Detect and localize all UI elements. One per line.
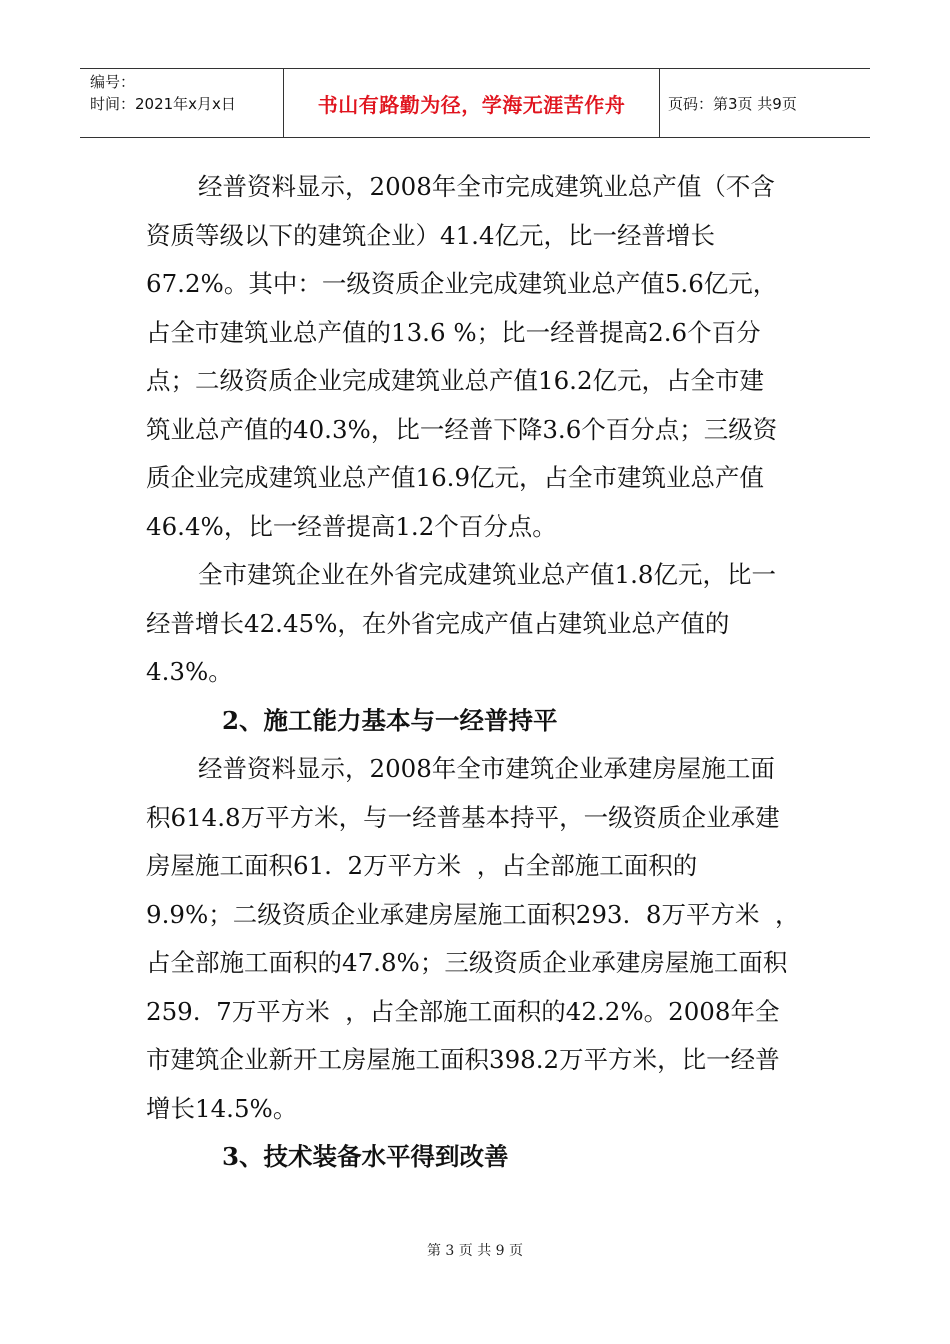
paragraph-line: 资质等级以下的建筑企业）41.4亿元，比一经普增长 [146,220,716,250]
paragraph-line: 9.9%；二级资质企业承建房屋施工面积293. 8万平方米 ， [146,899,800,929]
paragraph-line: 增长14.5%。 [146,1093,298,1123]
motto-text: 书山有路勤为径，学海无涯苦作舟 [284,69,660,137]
paragraph-line: 67.2%。其中：一级资质企业完成建筑业总产值5.6亿元， [146,269,778,298]
paragraph-line: 全市建筑企业在外省完成建筑业总产值1.8亿元，比一 [198,560,776,589]
paragraph-line: 质企业完成建筑业总产值16.9亿元，占全市建筑业总产值 [146,463,765,492]
paragraph-line: 筑业总产值的40.3%，比一经普下降3.6个百分点；三级资 [146,414,778,444]
time-label: 时间：2021年x月x日 [90,95,236,113]
paragraph-line: 占全部施工面积的47.8%；三级资质企业承建房屋施工面积 [146,948,788,977]
section-heading: 2、施工能力基本与一经普持平 [222,705,558,735]
paragraph-line: 点；二级资质企业完成建筑业总产值16.2亿元，占全市建 [146,366,765,395]
paragraph-line: 259. 7万平方米 ，占全部施工面积的42.2%。2008年全 [146,996,780,1026]
section-heading: 3、技术装备水平得到改善 [222,1142,509,1171]
paragraph-line: 46.4%，比一经普提高1.2个百分点。 [146,511,557,541]
paragraph-line: 经普增长42.45%，在外省完成产值占建筑业总产值的 [146,608,730,638]
paragraph-line: 市建筑企业新开工房屋施工面积398.2万平方米，比一经普 [146,1045,780,1074]
paragraph-line: 占全市建筑业总产值的13.6 %；比一经普提高2.6个百分 [146,317,761,347]
header-table [80,68,870,138]
paragraph-line: 经普资料显示，2008年全市完成建筑业总产值（不含 [198,172,775,201]
page-info: 页码：第3页 共9页 [668,94,797,113]
paragraph-line: 积614.8万平方米，与一经普基本持平，一级资质企业承建 [146,802,780,832]
paragraph-line: 房屋施工面积61. 2万平方米 ，占全部施工面积的 [146,851,698,880]
number-label: 编号： [90,73,136,91]
page-footer: 第 3 页 共 9 页 [426,1243,524,1259]
paragraph-line: 4.3%。 [146,657,233,686]
header-meta-cell [80,69,284,137]
document-body [146,163,806,1182]
paragraph-line: 经普资料显示，2008年全市建筑企业承建房屋施工面 [198,754,775,783]
